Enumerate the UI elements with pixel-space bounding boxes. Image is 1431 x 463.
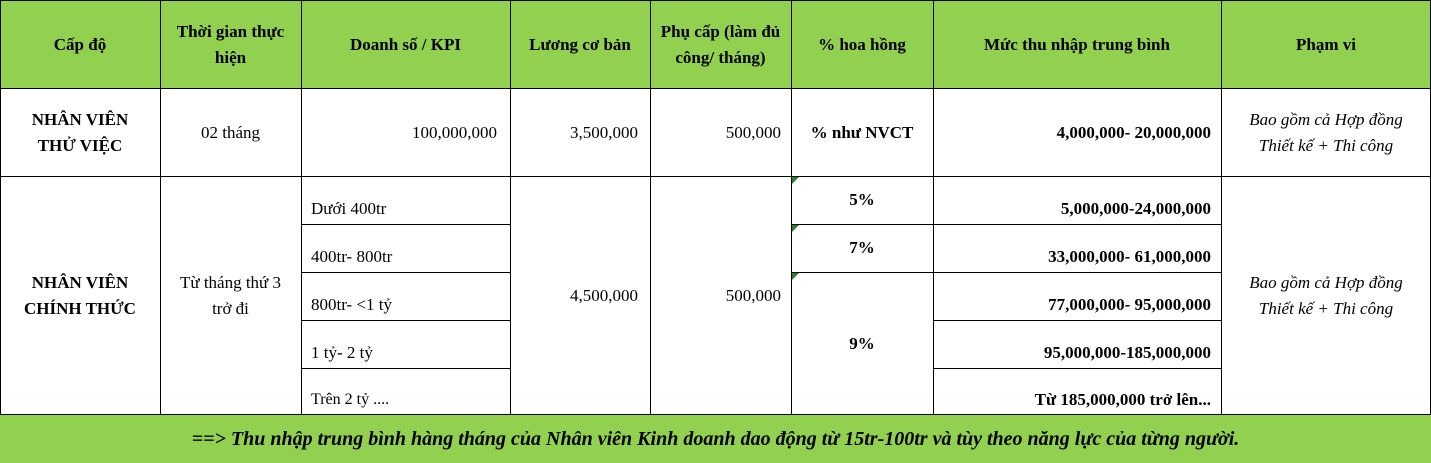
header-scope: Phạm vi: [1221, 0, 1431, 89]
grid-line: [933, 0, 934, 415]
commission-tier: 7%: [849, 238, 875, 257]
grid-line: [791, 0, 792, 415]
official-base-salary: 4,500,000: [570, 285, 638, 305]
header-time: Thời gian thực hiện: [160, 0, 301, 89]
grid-line: [301, 224, 510, 225]
header-base-salary: Lương cơ bản: [510, 0, 650, 89]
grid-line: [160, 0, 161, 415]
commission-tier: 9%: [849, 333, 875, 353]
grid-line: [933, 320, 1221, 321]
comment-marker-icon: [792, 177, 799, 184]
grid-line: [791, 272, 933, 273]
tier-kpi: Trên 2 tỷ ....: [311, 391, 390, 408]
probation-allowance: 500,000: [725, 122, 781, 142]
grid-line: [933, 224, 1221, 225]
probation-base-salary: 3,500,000: [570, 122, 638, 142]
grid-line: [301, 368, 510, 369]
comment-marker-icon: [792, 225, 799, 232]
comment-marker-icon: [792, 273, 799, 280]
header-kpi: Doanh số / KPI: [301, 0, 510, 89]
tier-income: Từ 185,000,000 trở lên...: [1034, 390, 1211, 409]
tier-income: 33,000,000- 61,000,000: [1048, 247, 1211, 266]
grid-line: [301, 320, 510, 321]
probation-kpi: 100,000,000: [412, 122, 497, 142]
probation-commission: % như NVCT: [810, 122, 914, 142]
tier-income: 95,000,000-185,000,000: [1043, 343, 1211, 362]
tier-income: 5,000,000-24,000,000: [1060, 199, 1211, 218]
probation-time: 02 tháng: [200, 122, 261, 142]
grid-line: [301, 272, 510, 273]
grid-line: [0, 88, 1431, 89]
tier-kpi: 1 tỷ- 2 tỷ: [311, 343, 373, 362]
commission-tier: 5%: [849, 190, 875, 209]
footer-note: ==> Thu nhập trung bình hàng tháng của Nhân viên Kinh doanh dao động từ 15tr-100tr và tùy theo năng lực của từng người.: [0, 415, 1431, 463]
grid-line: [0, 176, 1431, 177]
header-level: Cấp độ: [0, 0, 160, 89]
official-level: NHÂN VIÊN CHÍNH THỨC: [24, 272, 136, 318]
header-allowance: Phụ cấp (làm đủ công/ tháng): [650, 0, 791, 89]
official-time: Từ tháng thứ 3 trở đi: [179, 272, 282, 318]
header-commission: % hoa hồng: [791, 0, 933, 89]
probation-scope: Bao gồm cả Hợp đồng Thiết kế + Thi công: [1249, 109, 1403, 155]
header-avg-income: Mức thu nhập trung bình: [933, 0, 1221, 89]
grid-line: [301, 0, 302, 415]
grid-line: [1221, 0, 1222, 415]
tier-kpi: Dưới 400tr: [311, 199, 387, 218]
probation-avg-income: 4,000,000- 20,000,000: [1056, 122, 1211, 142]
grid-line: [933, 368, 1221, 369]
official-allowance: 500,000: [725, 285, 781, 305]
tier-income: 77,000,000- 95,000,000: [1048, 295, 1211, 314]
grid-line: [0, 0, 1431, 1]
grid-line: [510, 0, 511, 415]
grid-line: [0, 0, 1, 415]
probation-level: NHÂN VIÊN THỬ VIỆC: [31, 109, 129, 155]
tier-kpi: 800tr- <1 tỷ: [311, 295, 393, 314]
grid-line: [933, 272, 1221, 273]
grid-line: [791, 224, 933, 225]
grid-line: [650, 0, 651, 415]
tier-kpi: 400tr- 800tr: [311, 247, 393, 266]
official-scope: Bao gồm cả Hợp đồng Thiết kế + Thi công: [1249, 272, 1403, 318]
